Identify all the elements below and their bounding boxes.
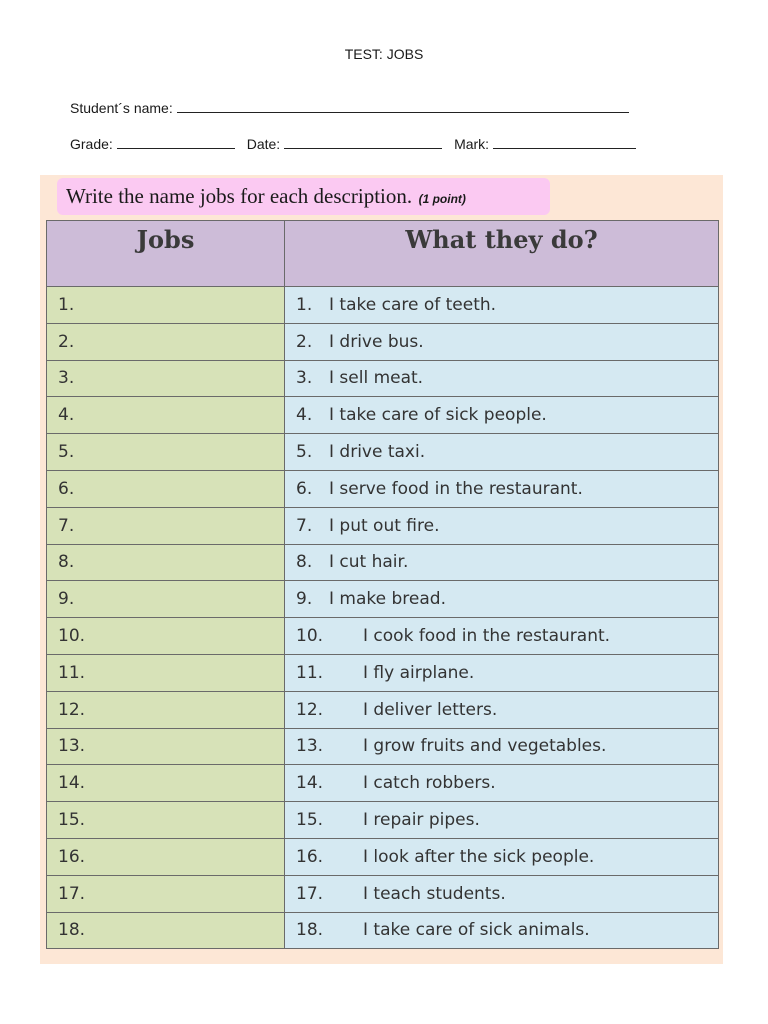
table-row bbox=[47, 912, 719, 949]
description-number: 17. bbox=[296, 883, 324, 904]
table-row bbox=[47, 323, 719, 360]
student-name-label: Student´s name: bbox=[70, 100, 173, 116]
instruction-text: Write the name jobs for each description. bbox=[66, 184, 413, 208]
description-text: I teach students. bbox=[363, 883, 506, 904]
description-number: 3. bbox=[296, 368, 313, 389]
job-answer-cell[interactable] bbox=[47, 654, 285, 691]
description-cell bbox=[285, 912, 719, 949]
student-name-blank[interactable] bbox=[177, 100, 629, 113]
description-text: I take care of sick people. bbox=[329, 405, 547, 426]
description-cell bbox=[285, 434, 719, 471]
job-number: 3. bbox=[58, 368, 75, 389]
description-text: I cook food in the restaurant. bbox=[363, 626, 611, 647]
description-number: 18. bbox=[296, 920, 324, 941]
table-row bbox=[47, 507, 719, 544]
table-row bbox=[47, 581, 719, 618]
job-number: 18. bbox=[58, 920, 86, 941]
job-number: 13. bbox=[58, 736, 86, 757]
table-row bbox=[47, 838, 719, 875]
page-title: TEST: JOBS bbox=[344, 46, 424, 62]
job-answer-cell[interactable] bbox=[47, 912, 285, 949]
description-cell bbox=[285, 654, 719, 691]
description-text: I take care of teeth. bbox=[329, 294, 497, 315]
job-answer-cell[interactable] bbox=[47, 287, 285, 324]
grade-blank[interactable] bbox=[117, 136, 235, 149]
description-cell bbox=[285, 875, 719, 912]
mark-label: Mark: bbox=[454, 136, 490, 152]
job-number: 2. bbox=[58, 331, 75, 352]
jobs-table bbox=[46, 220, 719, 949]
date-blank[interactable] bbox=[284, 136, 442, 149]
grade-label: Grade: bbox=[70, 136, 113, 152]
job-number: 11. bbox=[58, 662, 86, 683]
description-cell bbox=[285, 287, 719, 324]
table-row bbox=[47, 397, 719, 434]
student-name-row bbox=[70, 100, 629, 116]
job-answer-cell[interactable] bbox=[47, 397, 285, 434]
description-cell bbox=[285, 544, 719, 581]
job-answer-cell[interactable] bbox=[47, 507, 285, 544]
description-number: 10. bbox=[296, 626, 324, 647]
description-text: I cut hair. bbox=[329, 552, 409, 573]
description-text: I repair pipes. bbox=[363, 810, 480, 831]
job-answer-cell[interactable] bbox=[47, 728, 285, 765]
table-row bbox=[47, 287, 719, 324]
description-text: I look after the sick people. bbox=[363, 846, 595, 867]
description-cell bbox=[285, 323, 719, 360]
description-text: I put out fire. bbox=[329, 515, 440, 536]
date-label: Date: bbox=[246, 136, 281, 152]
description-number: 16. bbox=[296, 846, 324, 867]
mark-blank[interactable] bbox=[493, 136, 636, 149]
description-cell bbox=[285, 397, 719, 434]
description-number: 14. bbox=[296, 773, 324, 794]
description-text: I drive bus. bbox=[329, 331, 424, 352]
description-number: 2. bbox=[296, 331, 313, 352]
description-text: I fly airplane. bbox=[363, 662, 475, 683]
job-answer-cell[interactable] bbox=[47, 618, 285, 655]
description-number: 12. bbox=[296, 699, 324, 720]
description-text: I sell meat. bbox=[329, 368, 424, 389]
table-row bbox=[47, 765, 719, 802]
table-row bbox=[47, 875, 719, 912]
description-number: 5. bbox=[296, 442, 313, 463]
job-answer-cell[interactable] bbox=[47, 323, 285, 360]
table-row bbox=[47, 470, 719, 507]
job-number: 1. bbox=[58, 294, 75, 315]
job-number: 10. bbox=[58, 626, 86, 647]
description-cell bbox=[285, 802, 719, 839]
description-text: I make bread. bbox=[329, 589, 446, 610]
description-number: 13. bbox=[296, 736, 324, 757]
table-row bbox=[47, 728, 719, 765]
job-answer-cell[interactable] bbox=[47, 802, 285, 839]
job-answer-cell[interactable] bbox=[47, 691, 285, 728]
description-cell bbox=[285, 507, 719, 544]
job-number: 12. bbox=[58, 699, 86, 720]
table-row bbox=[47, 802, 719, 839]
header-what-they-do: What they do? bbox=[285, 221, 719, 287]
description-number: 6. bbox=[296, 478, 313, 499]
job-answer-cell[interactable] bbox=[47, 434, 285, 471]
description-text: I grow fruits and vegetables. bbox=[363, 736, 607, 757]
description-number: 8. bbox=[296, 552, 313, 573]
description-text: I drive taxi. bbox=[329, 442, 426, 463]
description-text: I take care of sick animals. bbox=[363, 920, 590, 941]
description-cell bbox=[285, 581, 719, 618]
description-number: 9. bbox=[296, 589, 313, 610]
description-cell bbox=[285, 618, 719, 655]
table-row bbox=[47, 654, 719, 691]
job-number: 16. bbox=[58, 846, 86, 867]
job-answer-cell[interactable] bbox=[47, 838, 285, 875]
description-text: I serve food in the restaurant. bbox=[329, 478, 583, 499]
job-number: 14. bbox=[58, 773, 86, 794]
description-number: 15. bbox=[296, 810, 324, 831]
description-number: 1. bbox=[296, 294, 313, 315]
table-header-row bbox=[47, 221, 719, 287]
description-cell bbox=[285, 765, 719, 802]
table-row bbox=[47, 691, 719, 728]
table-row bbox=[47, 360, 719, 397]
table-row bbox=[47, 544, 719, 581]
description-cell bbox=[285, 691, 719, 728]
job-number: 15. bbox=[58, 810, 86, 831]
description-cell bbox=[285, 728, 719, 765]
description-cell bbox=[285, 360, 719, 397]
description-cell bbox=[285, 838, 719, 875]
job-answer-cell[interactable] bbox=[47, 470, 285, 507]
description-text: I catch robbers. bbox=[363, 773, 496, 794]
job-number: 5. bbox=[58, 442, 75, 463]
job-number: 9. bbox=[58, 589, 75, 610]
header-jobs: Jobs bbox=[47, 221, 285, 287]
description-number: 11. bbox=[296, 662, 324, 683]
job-answer-cell[interactable] bbox=[47, 360, 285, 397]
job-number: 8. bbox=[58, 552, 75, 573]
table-row bbox=[47, 618, 719, 655]
job-answer-cell[interactable] bbox=[47, 875, 285, 912]
description-number: 4. bbox=[296, 405, 313, 426]
job-number: 17. bbox=[58, 883, 86, 904]
description-number: 7. bbox=[296, 515, 313, 536]
instruction-points: (1 point) bbox=[418, 192, 466, 206]
description-cell bbox=[285, 470, 719, 507]
instruction-box bbox=[57, 178, 550, 215]
description-text: I deliver letters. bbox=[363, 699, 498, 720]
job-number: 7. bbox=[58, 515, 75, 536]
job-answer-cell[interactable] bbox=[47, 765, 285, 802]
job-answer-cell[interactable] bbox=[47, 544, 285, 581]
job-answer-cell[interactable] bbox=[47, 581, 285, 618]
job-number: 6. bbox=[58, 478, 75, 499]
grade-date-mark-row bbox=[70, 136, 636, 152]
table-row bbox=[47, 434, 719, 471]
job-number: 4. bbox=[58, 405, 75, 426]
